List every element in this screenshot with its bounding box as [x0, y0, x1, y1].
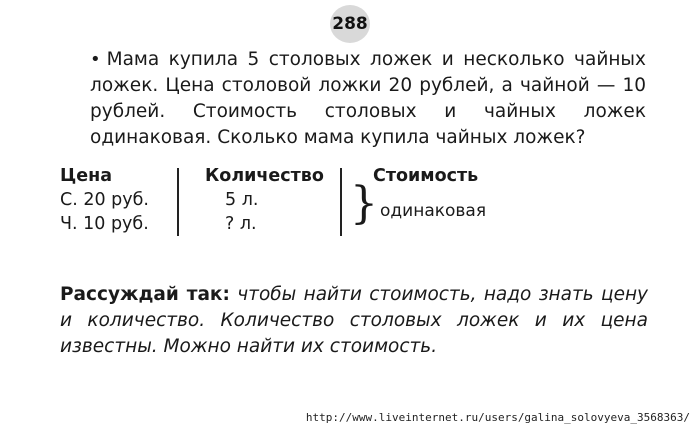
cost-note: одинаковая — [380, 201, 487, 221]
reasoning-lead: Рассуждай так: — [60, 284, 230, 305]
row-2-price: Ч. 10 руб. — [60, 214, 149, 234]
row-1-price: С. 20 руб. — [60, 190, 149, 210]
reasoning-text: чтобы найти стоимость, надо знать цену и количество. Количество столовых ложек и их цена известны. Можно найти их стоимость. — [60, 284, 648, 357]
header-price: Цена — [60, 166, 113, 186]
page-number-badge — [330, 5, 370, 43]
source-url: http://www.liveinternet.ru/users/galina_solovyeva_3568363/ — [305, 411, 690, 424]
column-divider — [177, 168, 179, 236]
problem-text: Мама купила 5 столовых ложек и несколько чайных ложек. Цена столовой ложки 20 рублей, а чайной — 10 рублей. Стоимость столовых и чайных ложек одинаковая. Сколько мама купила чайных ложек? — [90, 49, 646, 148]
problem-statement — [90, 47, 646, 151]
reasoning-block — [60, 282, 648, 360]
page-number: 288 — [332, 14, 368, 34]
brace-icon: } — [350, 178, 378, 229]
bullet-icon: • — [90, 49, 101, 70]
row-2-quantity: ? л. — [225, 214, 257, 234]
column-divider — [340, 168, 342, 236]
row-1-quantity: 5 л. — [225, 190, 259, 210]
header-cost: Стоимость — [373, 166, 479, 186]
header-quantity: Количество — [205, 166, 324, 186]
